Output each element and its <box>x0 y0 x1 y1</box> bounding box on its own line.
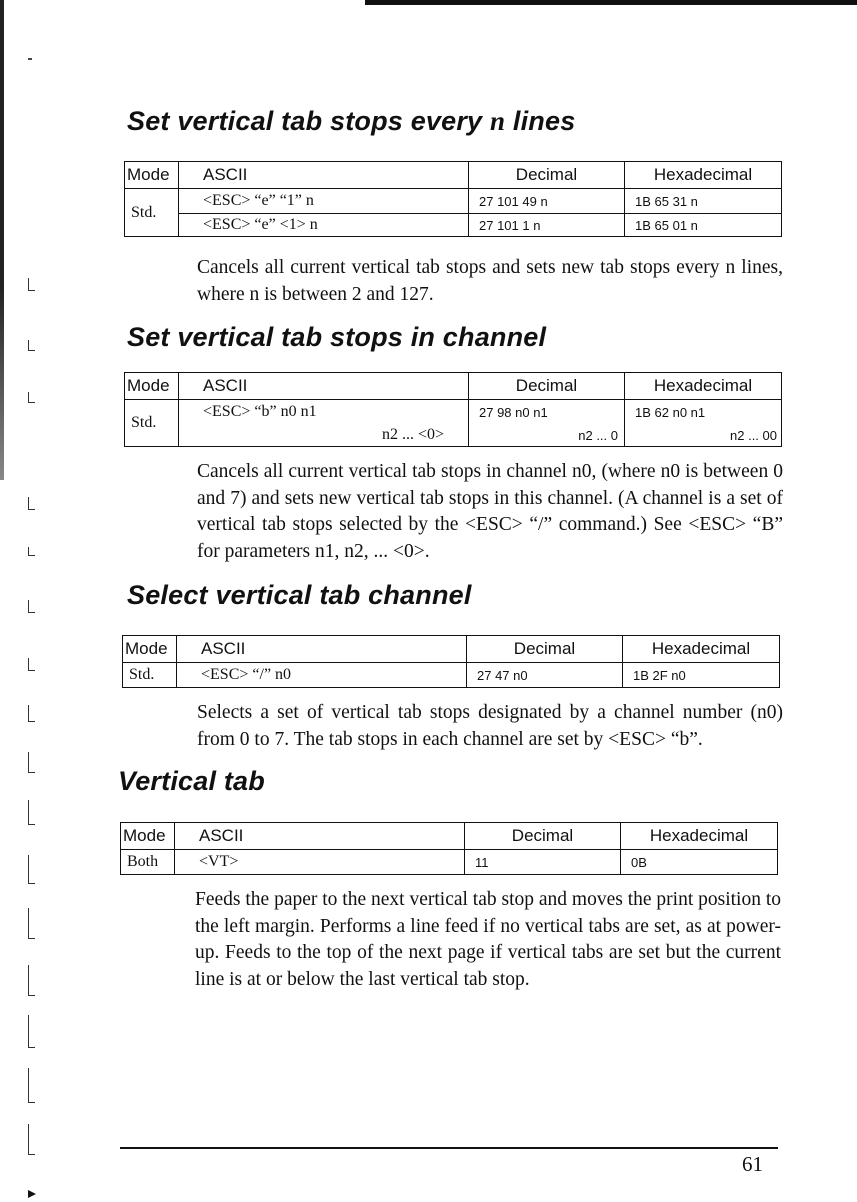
binder-mark <box>28 855 35 884</box>
binding-edge <box>0 0 4 480</box>
binder-mark <box>28 800 35 825</box>
ascii-cell: <ESC> “e” “1” n <box>179 189 469 214</box>
decimal-cell: n2 ... 0 <box>469 424 625 447</box>
mode-cell: Std. <box>125 400 179 447</box>
header-decimal: Decimal <box>469 373 625 400</box>
section-title-select-channel: Select vertical tab channel <box>127 580 472 610</box>
table-header-row <box>125 373 782 400</box>
table-header-row <box>125 162 782 189</box>
header-ascii: ASCII <box>175 823 465 850</box>
table-header-row <box>121 823 778 850</box>
header-decimal: Decimal <box>469 162 625 189</box>
section-title-tab-stops-in-channel: Set vertical tab stops in channel <box>127 322 547 352</box>
command-table-tab-stops-in-channel <box>124 372 782 447</box>
footer-rule <box>120 1147 778 1149</box>
ascii-cell: n2 ... <0> <box>179 424 469 447</box>
decimal-cell: 27 47 n0 <box>467 663 623 688</box>
decimal-cell: 27 98 n0 n1 <box>469 400 625 425</box>
table-header-row <box>123 636 780 663</box>
ascii-cell: <ESC> “/” n0 <box>177 663 467 688</box>
description-select-channel: Selects a set of vertical tab stops designated by a channel number (n0) from 0 to 7. The tab stops in each channel are set by <ESC> “b”. <box>197 702 783 750</box>
hex-cell: 0B <box>621 850 778 875</box>
hex-cell: 1B 65 31 n <box>625 189 782 214</box>
command-table-vertical-tab <box>120 822 778 875</box>
hex-cell: 1B 2F n0 <box>623 663 780 688</box>
section-title-vertical-tab: Vertical tab <box>118 766 265 796</box>
hex-cell: 1B 62 n0 n1 <box>625 400 782 425</box>
header-hex: Hexadecimal <box>623 636 780 663</box>
ascii-cell: <VT> <box>175 850 465 875</box>
binder-mark <box>28 392 35 403</box>
hex-cell: n2 ... 00 <box>625 424 782 447</box>
binder-mark <box>28 658 35 671</box>
table-row <box>123 663 780 688</box>
table-row <box>121 850 778 875</box>
header-mode: Mode <box>125 162 179 189</box>
binder-mark <box>28 58 32 60</box>
mode-cell: Std. <box>123 663 177 688</box>
ascii-cell: <ESC> “e” <1> n <box>179 214 469 237</box>
binder-mark <box>28 1068 35 1103</box>
table-row <box>125 214 782 237</box>
hex-cell: 1B 65 01 n <box>625 214 782 237</box>
binder-mark <box>28 497 35 510</box>
header-mode: Mode <box>125 373 179 400</box>
section-title-every-n-lines: Set vertical tab stops every n lines <box>127 106 576 136</box>
decimal-cell: 27 101 49 n <box>469 189 625 214</box>
mode-cell: Both <box>121 850 175 875</box>
header-ascii: ASCII <box>177 636 467 663</box>
header-hex: Hexadecimal <box>621 823 778 850</box>
header-decimal: Decimal <box>465 823 621 850</box>
table-row <box>125 189 782 214</box>
binder-mark <box>28 908 35 939</box>
binder-mark <box>28 752 35 773</box>
header-hex: Hexadecimal <box>625 162 782 189</box>
table-row <box>125 400 782 425</box>
ascii-cell: <ESC> “b” n0 n1 <box>179 400 469 425</box>
decimal-cell: 11 <box>465 850 621 875</box>
binder-mark <box>28 705 35 722</box>
description-tab-stops-in-channel: Cancels all current vertical tab stops in channel n0, (where n0 is between 0 and 7) and sets new vertical tab stops in this channel. (A channel is a set of vertical tab stops selected by the <ESC> “/” command.) See <ESC> “B” for parameters n1, n2, ... <0>. <box>197 461 783 562</box>
command-table-select-channel <box>122 635 780 688</box>
mode-cell: Std. <box>125 189 179 237</box>
decimal-cell: 27 101 1 n <box>469 214 625 237</box>
header-decimal: Decimal <box>467 636 623 663</box>
description-every-n-lines: Cancels all current vertical tab stops and sets new tab stops every n lines, where n is between 2 and 127. <box>197 257 783 305</box>
page-number: 61 <box>742 1152 763 1176</box>
binder-mark <box>28 340 35 351</box>
binder-mark <box>28 278 35 291</box>
header-hex: Hexadecimal <box>625 373 782 400</box>
table-row <box>125 424 782 447</box>
corner-arrow-icon <box>28 1190 36 1198</box>
description-vertical-tab: Feeds the paper to the next vertical tab stop and moves the print position to the left margin. Performs a line feed if no vertical tabs are set, as at power-up. Feeds to the top of the next page if vertical tabs are set but the current line is at or below the last vertical tab stop. <box>195 889 781 990</box>
header-ascii: ASCII <box>179 162 469 189</box>
binder-mark <box>28 1015 35 1048</box>
command-table-every-n-lines <box>124 161 782 237</box>
header-mode: Mode <box>123 636 177 663</box>
binder-mark <box>28 600 35 613</box>
header-ascii: ASCII <box>179 373 469 400</box>
binder-mark <box>28 965 35 996</box>
top-rule <box>365 0 857 5</box>
binder-mark <box>28 547 35 556</box>
header-mode: Mode <box>121 823 175 850</box>
binder-mark <box>28 1124 35 1155</box>
